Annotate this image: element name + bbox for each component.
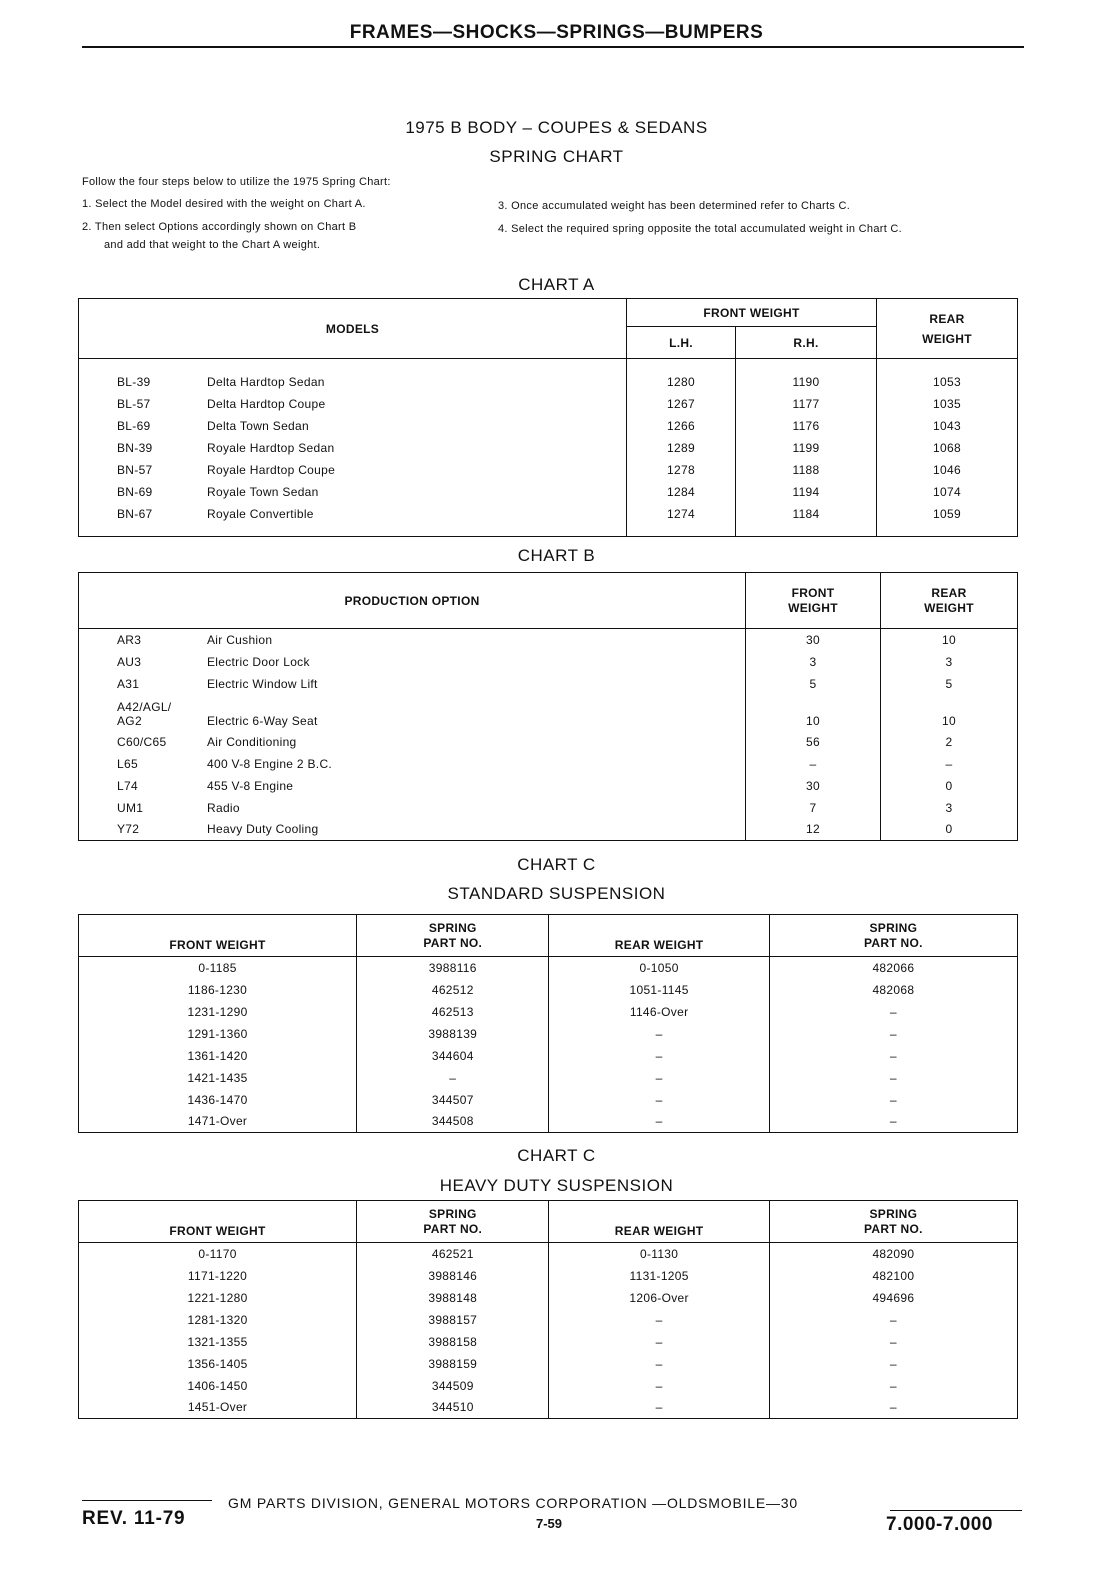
step-2-cont: and add that weight to the Chart A weight.	[104, 239, 321, 251]
lh-value: 1266	[627, 415, 736, 437]
front-part-no: 344507	[357, 1089, 549, 1111]
model-code: BN-69	[117, 484, 153, 499]
intro-text: Follow the four steps below to utilize the 1975 Spring Chart:	[82, 176, 391, 188]
table-row	[79, 673, 1018, 695]
front-weight-range: 1361-1420	[187, 1048, 248, 1063]
chart-c-std-label: CHART C	[517, 855, 596, 874]
rh-value: 1184	[736, 503, 877, 525]
col-rear-weight: REAR WEIGHT	[881, 573, 1018, 629]
rear-weight-range: 0-1050	[549, 957, 769, 979]
footer-rule-right	[890, 1510, 1022, 1511]
front-part-no: 344510	[357, 1397, 549, 1419]
chart-c-std-sublabel: STANDARD SUSPENSION	[447, 884, 666, 903]
model-name: Royale Town Sedan	[207, 484, 319, 499]
rear-weight-range: –	[549, 1331, 769, 1353]
front-part-no: 344604	[357, 1045, 549, 1067]
table-row	[79, 1089, 1018, 1111]
option-code: AU3	[117, 654, 142, 669]
rear-weight-range: 1131-1205	[549, 1265, 769, 1287]
chart-b-label: CHART B	[517, 546, 596, 565]
rear-value: 1046	[877, 459, 1018, 481]
rear-value: –	[881, 753, 1018, 775]
rear-weight-range: –	[549, 1375, 769, 1397]
model-code: BL-69	[117, 418, 151, 433]
rear-weight-range: 1051-1145	[549, 979, 769, 1001]
rear-value: 3	[881, 797, 1018, 819]
lh-value: 1289	[627, 437, 736, 459]
front-part-no: 3988157	[357, 1309, 549, 1331]
front-part-no: 3988158	[357, 1331, 549, 1353]
front-value: –	[746, 753, 881, 775]
rear-value: 1053	[877, 371, 1018, 393]
front-value: 12	[746, 819, 881, 841]
rear-weight-range: –	[549, 1067, 769, 1089]
front-weight-range: 1421-1435	[187, 1070, 248, 1085]
option-name: Electric 6-Way Seat	[207, 713, 318, 728]
rear-weight-range: –	[549, 1353, 769, 1375]
footer-section-number: 7.000-7.000	[886, 1514, 993, 1535]
table-row	[79, 503, 1018, 525]
front-value: 10	[746, 695, 881, 731]
chart-c-hd-sublabel: HEAVY DUTY SUSPENSION	[439, 1176, 674, 1195]
front-weight-range: 0-1185	[198, 960, 237, 975]
rear-part-no: –	[769, 1067, 1017, 1089]
section-header: FRAMES—SHOCKS—SPRINGS—BUMPERS	[349, 22, 764, 43]
model-code: BN-67	[117, 506, 153, 521]
front-weight-range: 1231-1290	[187, 1004, 248, 1019]
rh-value: 1199	[736, 437, 877, 459]
front-weight-range: 0-1170	[198, 1246, 237, 1261]
front-weight-range: 1321-1355	[187, 1334, 248, 1349]
col-rear-weight: REAR WEIGHT	[877, 299, 1018, 359]
option-code: A31	[117, 676, 140, 691]
rh-value: 1194	[736, 481, 877, 503]
rh-value: 1190	[736, 371, 877, 393]
front-value: 30	[746, 775, 881, 797]
col-rear-weight: REAR WEIGHT	[549, 1201, 769, 1243]
front-part-no: 462521	[357, 1243, 549, 1265]
rear-part-no: 494696	[769, 1287, 1017, 1309]
option-name: 455 V-8 Engine	[207, 778, 294, 793]
rear-part-no: –	[769, 1375, 1017, 1397]
table-row	[79, 1309, 1018, 1331]
option-code: L65	[117, 756, 138, 771]
table-row	[79, 1023, 1018, 1045]
table-row	[79, 775, 1018, 797]
model-name: Delta Hardtop Sedan	[207, 374, 325, 389]
rear-value: 10	[881, 695, 1018, 731]
table-row	[79, 459, 1018, 481]
option-name: Heavy Duty Cooling	[207, 822, 319, 837]
front-value: 7	[746, 797, 881, 819]
rear-weight-range: –	[549, 1023, 769, 1045]
rear-value: 1035	[877, 393, 1018, 415]
table-row	[79, 651, 1018, 673]
doc-subtitle: SPRING CHART	[489, 147, 624, 166]
table-row	[79, 979, 1018, 1001]
footer-rule-left	[82, 1500, 212, 1501]
rh-value: 1176	[736, 415, 877, 437]
table-row	[79, 1001, 1018, 1023]
front-part-no: 462512	[357, 979, 549, 1001]
doc-title: 1975 B BODY – COUPES & SEDANS	[405, 118, 708, 137]
model-name: Royale Convertible	[207, 506, 314, 521]
col-front-weight: FRONT WEIGHT	[79, 915, 357, 957]
col-front-spring-part: SPRING PART NO.	[357, 1201, 549, 1243]
model-code: BN-39	[117, 440, 153, 455]
lh-value: 1278	[627, 459, 736, 481]
model-name: Delta Hardtop Coupe	[207, 396, 326, 411]
table-row	[79, 1243, 1018, 1265]
table-row	[79, 1111, 1018, 1133]
lh-value: 1267	[627, 393, 736, 415]
step-2: 2. Then select Options accordingly shown on Chart B	[82, 221, 357, 233]
rear-value: 0	[881, 775, 1018, 797]
col-lh: L.H.	[627, 327, 736, 359]
option-name: 400 V-8 Engine 2 B.C.	[207, 756, 333, 771]
col-rh: R.H.	[736, 327, 877, 359]
front-part-no: 3988146	[357, 1265, 549, 1287]
col-rear-spring-part: SPRING PART NO.	[769, 1201, 1017, 1243]
front-weight-range: 1291-1360	[187, 1026, 248, 1041]
front-part-no: –	[357, 1067, 549, 1089]
footer-page-number: 7-59	[536, 1516, 563, 1531]
rear-part-no: 482090	[769, 1243, 1017, 1265]
col-rear-spring-part: SPRING PART NO.	[769, 915, 1017, 957]
table-row	[79, 957, 1018, 979]
rear-part-no: 482066	[769, 957, 1017, 979]
rear-part-no: –	[769, 1111, 1017, 1133]
option-code: AR3	[117, 632, 142, 647]
step-3: 3. Once accumulated weight has been determined refer to Charts C.	[498, 200, 851, 212]
front-part-no: 344508	[357, 1111, 549, 1133]
front-part-no: 3988139	[357, 1023, 549, 1045]
table-row	[79, 1375, 1018, 1397]
rear-weight-range: –	[549, 1089, 769, 1111]
table-row	[79, 1265, 1018, 1287]
table-row	[79, 753, 1018, 775]
table-row	[79, 415, 1018, 437]
table-row	[79, 1331, 1018, 1353]
rear-weight-range: –	[549, 1111, 769, 1133]
rear-part-no: 482068	[769, 979, 1017, 1001]
front-part-no: 3988116	[357, 957, 549, 979]
rear-value: 0	[881, 819, 1018, 841]
rear-value: 1059	[877, 503, 1018, 525]
rear-weight-range: 0-1130	[549, 1243, 769, 1265]
rear-value: 2	[881, 731, 1018, 753]
chart-a-label: CHART A	[518, 275, 595, 294]
model-code: BL-57	[117, 396, 151, 411]
step-1: 1. Select the Model desired with the weight on Chart A.	[82, 198, 366, 210]
col-production-option: PRODUCTION OPTION	[79, 573, 746, 629]
chart-c-hd-label: CHART C	[517, 1146, 596, 1165]
front-value: 56	[746, 731, 881, 753]
model-name: Royale Hardtop Sedan	[207, 440, 335, 455]
model-name: Royale Hardtop Coupe	[207, 462, 336, 477]
front-value: 3	[746, 651, 881, 673]
rear-value: 5	[881, 673, 1018, 695]
option-code: L74	[117, 778, 138, 793]
option-name: Electric Window Lift	[207, 676, 318, 691]
option-name: Air Conditioning	[207, 734, 297, 749]
col-rear-weight: REAR WEIGHT	[549, 915, 769, 957]
model-name: Delta Town Sedan	[207, 418, 309, 433]
lh-value: 1284	[627, 481, 736, 503]
option-name: Radio	[207, 800, 240, 815]
table-row	[79, 819, 1018, 841]
chart-a-table	[78, 298, 1018, 537]
table-row	[79, 731, 1018, 753]
table-row	[79, 1353, 1018, 1375]
model-code: BN-57	[117, 462, 153, 477]
rear-part-no: 482100	[769, 1265, 1017, 1287]
col-front-spring-part: SPRING PART NO.	[357, 915, 549, 957]
chart-c-hd-table	[78, 1200, 1018, 1419]
front-weight-range: 1451-Over	[187, 1400, 248, 1415]
front-part-no: 462513	[357, 1001, 549, 1023]
col-front-weight: FRONT WEIGHT	[627, 299, 877, 327]
rear-part-no: –	[769, 1397, 1017, 1419]
table-row	[79, 1287, 1018, 1309]
table-row	[79, 1067, 1018, 1089]
rear-weight-range: –	[549, 1397, 769, 1419]
rear-part-no: –	[769, 1331, 1017, 1353]
table-row	[79, 1397, 1018, 1419]
option-code: C60/C65	[117, 734, 167, 749]
rh-value: 1177	[736, 393, 877, 415]
rear-part-no: –	[769, 1089, 1017, 1111]
rear-part-no: –	[769, 1309, 1017, 1331]
chart-b-table	[78, 572, 1018, 841]
front-weight-range: 1471-Over	[187, 1114, 248, 1129]
option-name: Electric Door Lock	[207, 654, 310, 669]
step-4: 4. Select the required spring opposite the total accumulated weight in Chart C.	[498, 223, 903, 235]
rear-weight-range: –	[549, 1045, 769, 1067]
table-row	[79, 437, 1018, 459]
rear-part-no: –	[769, 1023, 1017, 1045]
header-rule	[82, 46, 1024, 48]
rear-part-no: –	[769, 1045, 1017, 1067]
rear-value: 1043	[877, 415, 1018, 437]
table-row	[79, 1045, 1018, 1067]
col-front-weight: FRONT WEIGHT	[79, 1201, 357, 1243]
rear-value: 10	[881, 629, 1018, 651]
front-part-no: 3988148	[357, 1287, 549, 1309]
option-name: Air Cushion	[207, 632, 273, 647]
model-code: BL-39	[117, 374, 151, 389]
lh-value: 1274	[627, 503, 736, 525]
option-code: Y72	[117, 822, 140, 837]
rear-value: 1074	[877, 481, 1018, 503]
table-row	[79, 371, 1018, 393]
front-value: 30	[746, 629, 881, 651]
rear-weight-range: 1206-Over	[549, 1287, 769, 1309]
front-value: 5	[746, 673, 881, 695]
rear-part-no: –	[769, 1001, 1017, 1023]
front-weight-range: 1186-1230	[187, 982, 248, 997]
front-weight-range: 1171-1220	[187, 1268, 248, 1283]
rear-weight-range: 1146-Over	[549, 1001, 769, 1023]
chart-c-std-table	[78, 914, 1018, 1133]
front-weight-range: 1356-1405	[187, 1356, 248, 1371]
option-code: UM1	[117, 800, 144, 815]
front-part-no: 344509	[357, 1375, 549, 1397]
rear-value: 3	[881, 651, 1018, 673]
table-row	[79, 695, 1018, 731]
option-code: A42/AGL/ AG2	[117, 699, 172, 728]
lh-value: 1280	[627, 371, 736, 393]
front-weight-range: 1436-1470	[187, 1092, 248, 1107]
front-weight-range: 1406-1450	[187, 1378, 248, 1393]
rear-value: 1068	[877, 437, 1018, 459]
table-row	[79, 797, 1018, 819]
col-front-weight: FRONT WEIGHT	[746, 573, 881, 629]
front-weight-range: 1221-1280	[187, 1290, 248, 1305]
table-row	[79, 629, 1018, 651]
table-row	[79, 481, 1018, 503]
col-models: MODELS	[79, 299, 627, 359]
front-part-no: 3988159	[357, 1353, 549, 1375]
front-weight-range: 1281-1320	[187, 1312, 248, 1327]
footer-publisher: GM PARTS DIVISION, GENERAL MOTORS CORPORATION —OLDSMOBILE—30	[228, 1495, 798, 1511]
rh-value: 1188	[736, 459, 877, 481]
rear-weight-range: –	[549, 1309, 769, 1331]
table-row	[79, 393, 1018, 415]
rear-part-no: –	[769, 1353, 1017, 1375]
footer-revision: REV. 11-79	[82, 1508, 186, 1529]
